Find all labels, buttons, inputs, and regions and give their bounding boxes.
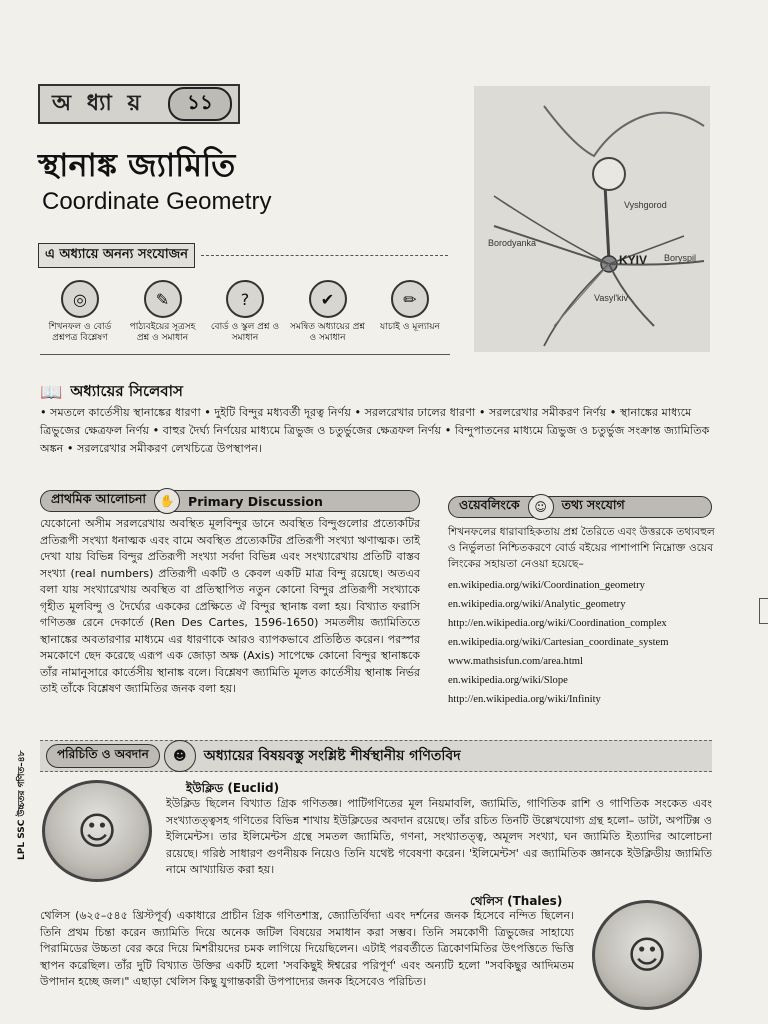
chapter-badge xyxy=(38,84,240,124)
handshake-icon: ✋ xyxy=(154,488,180,514)
primary-discussion-header xyxy=(40,490,420,512)
feature-item xyxy=(40,280,120,354)
euclid-name: ইউক্লিড (Euclid) xyxy=(186,781,280,795)
weblink-intro-text: শিখনফলের ধারাবাহিকতায় প্রশ্ন তৈরিতে এবং উত্তরকে তথ্যবহুল ও নির্ভুলতা নিশ্চিতকরণে বোর্ড বইয়ের পাশাপাশি নিম্নোক্ত ওয়েব লিংকের সহায়তা নেওয়া হয়েছে– xyxy=(448,526,715,570)
chapter-title-english: Coordinate Geometry xyxy=(42,188,272,215)
feature-text: বোর্ড ও স্কুল প্রশ্ন ও সমাধান xyxy=(210,322,280,343)
question-icon: ? xyxy=(226,280,264,318)
check-icon: ✔ xyxy=(309,280,347,318)
euclid-text: ইউক্লিড ছিলেন বিখ্যাত গ্রিক গণিতজ্ঞ। পাটিগণিতের মূল নিয়মাবলি, জ্যামিতি, গাণিতিক রাশি ও গাণিতিক সংকেত এবং সংখ্যাতত্ত্বসহ গণিতের বিভিন্ন শাখায় ইউক্লিডের অবদান রয়েছে। তাঁর রচিত তিনটি উল্লেখযোগ্য গ্রন্থ হলো– ডাটা, অপটিক্স ও ইলিমেন্টস। তার ইলিমেন্টস গ্রন্থে সমতল জ্যামিতি, গণনা, সংখ্যাতত্ত্ব, অমূলদ সংখ্যা, ঘন জ্যামিতি ইত্যাদির আলোচনা রয়েছে। গরিষ্ঠ সাধারণ গুণনীয়ক নিয়েও তিনি যথেষ্ট গবেষণা করেন। 'ইলিমেন্টস' এর জ্যামিতিক জ্ঞানকে ইউক্লিডীয় জ্যামিতি নামে আখ্যায়িত করা হয়। xyxy=(166,797,712,876)
map-label: Vasyl'kiv xyxy=(594,293,629,303)
features-label: এ অধ্যায়ে অনন্য সংযোজন xyxy=(38,243,195,268)
weblink-item: www.mathsisfun.com/area.html xyxy=(448,656,583,667)
weblink-item: http://en.wikipedia.org/wiki/Coordination_complex xyxy=(448,618,667,629)
primary-label-english: Primary Discussion xyxy=(188,493,323,509)
weblink-item: en.wikipedia.org/wiki/Slope xyxy=(448,675,568,686)
side-page-label: LPL SSC উচ্চতর গণিত–৪৮ xyxy=(17,750,27,860)
weblink-label-right: তথ্য সংযোগ xyxy=(561,497,625,512)
syllabus-heading-text: অধ্যায়ের সিলেবাস xyxy=(70,382,183,400)
chapter-title-bangla: স্থানাঙ্ক জ্যামিতি xyxy=(38,146,236,184)
mathematicians-header xyxy=(40,740,712,772)
weblink-list xyxy=(448,576,738,709)
primary-label-bangla: প্রাথমিক আলোচনা xyxy=(51,491,147,506)
features-header xyxy=(38,244,448,266)
map-label: Borodyanka xyxy=(488,238,537,248)
features-list xyxy=(40,280,450,355)
book-check-icon: ✎ xyxy=(144,280,182,318)
feature-text: যাচাই ও মূল্যায়ন xyxy=(380,322,440,332)
weblink-item: en.wikipedia.org/wiki/Analytic_geometry xyxy=(448,599,626,610)
euclid-portrait: ☺ xyxy=(42,780,152,882)
syllabus-text: • সমতলে কার্তেসীয় স্থানাঙ্কের ধারণা • দুইটি বিন্দুর মধ্যবর্তী দূরত্ব নির্ণয় • সরলরেখার ঢালের ধারণা • সরলরেখার সমীকরণ নির্ণয় • স্থানাঙ্কের মাধ্যমে ত্রিভুজের ক্ষেত্রফল নির্ণয় • বাহুর দৈর্ঘ্য নির্ণয়ের মাধ্যমে ত্রিভুজ ও চতুর্ভুজের ক্ষেত্রফল নির্ণয় • বিন্দুপাতনের মাধ্যমে ত্রিভুজ ও চতুর্ভুজ সংক্রান্ত জ্যামিতিক অঙ্কন • সরলরেখার সমীকরণ লেখচিত্রে উপস্থাপন। xyxy=(40,406,710,455)
feature-text: শিখনফল ও বোর্ড প্রশ্নপত্র বিশ্লেষণ xyxy=(48,322,112,343)
feature-text: পাঠ্যবইয়ের সূত্রসহ প্রশ্ন ও সমাধান xyxy=(129,322,196,343)
feature-item xyxy=(288,280,368,354)
weblink-item: en.wikipedia.org/wiki/Cartesian_coordinate_system xyxy=(448,637,669,648)
thales-portrait: ☺ xyxy=(592,900,702,1010)
mathematicians-label: পরিচিতি ও অবদান xyxy=(46,744,160,768)
primary-discussion-text: যেকোনো অসীম সরলরেখায় অবস্থিত মূলবিন্দুর ডানে অবস্থিত বিন্দুগুলোর প্রত্যেকটির প্রতিরূপী সংখ্যা ধনাত্মক এবং বামে অবস্থিত প্রত্যেকটির প্রতিরূপী সংখ্যা ঋণাত্মক। তাই দেখা যায় বিভিন্ন বিন্দুর প্রতিরূপী সংখ্যা সর্বদা বিভিন্ন এবং সংখ্যারেখায় প্রতিটি বাস্তব সংখ্যা (real numbers) প্রতিরূপী একটি ও কেবল একটি মাত্র বিন্দু রয়েছে। অতএব বলা যায় সংখ্যারেখায় অবস্থিত বা প্রতিস্থাপিত নতুন কোনো বিন্দুর প্রতিরূপী সংখ্যাকে গৃহীত মূলবিন্দু ও দৈর্ঘ্যের এককের প্রেক্ষিতে ঐ বিন্দুর স্থানাঙ্ক বলা হয়। বিখ্যাত ফরাসি গণিতজ্ঞ রেনে দেকার্তে (Ren Des Cartes, 1596-1650) সমতলীয় জ্যামিতিতে স্থানাঙ্কের অবতারণার মাধ্যমে এর ধারণাকে আরও ব্যাপকভাবে প্রতিষ্ঠিত করেন। পরস্পর সমকোণে ছেদ করেছে এরূপ এক জোড়া অক্ষ (Axis) সাপেক্ষে কোনো বিন্দুর স্থানাঙ্ককে তাঁর নামানুসারে কার্তেসীয় স্থানাঙ্ক বলে। বিশ্লেষণ জ্যামিতি মূলত কার্তেসীয় স্থানাঙ্ক নির্ভর তাই তাঁকে বিশ্লেষণ জ্যামিতির জনক বলা হয়। xyxy=(40,517,420,695)
kyiv-map-image xyxy=(474,86,710,352)
mathematicians-title: অধ্যায়ের বিষয়বস্তু সংশ্লিষ্ট শীর্ষস্থানীয় গণিতবিদ xyxy=(203,748,461,764)
weblink-header xyxy=(448,496,712,518)
thales-name: থেলিস (Thales) xyxy=(470,894,563,908)
map-label: Boryspil xyxy=(664,253,697,263)
edge-marker xyxy=(759,598,768,624)
person-icon: ☺ xyxy=(528,494,554,520)
pencil-icon: ✏ xyxy=(391,280,429,318)
feature-text: সমন্বিত অধ্যায়ের প্রশ্ন ও সমাধান xyxy=(289,322,366,343)
chapter-number: ১১ xyxy=(168,87,232,121)
map-label: KYIV xyxy=(619,253,648,267)
weblink-label-left: ওয়েবলিংকে xyxy=(459,497,520,512)
weblink-item: en.wikipedia.org/wiki/Coordination_geometry xyxy=(448,580,645,591)
target-icon: ◎ xyxy=(61,280,99,318)
feature-item xyxy=(370,280,450,354)
portrait-icon: ☻ xyxy=(164,740,196,772)
open-book-icon: 📖 xyxy=(40,382,63,403)
feature-item xyxy=(123,280,203,354)
syllabus-heading xyxy=(40,380,183,405)
thales-text: থেলিস (৬২৫–৫৪৫ খ্রিস্টপূর্ব) একাধারে প্রাচীন গ্রিক গণিতশাস্ত্র, জ্যোতির্বিদ্যা এবং দর্শনের জনক হিসেবে নন্দিত ছিলেন। তিনি প্রথম চিন্তা করেন জ্যামিতি দিয়ে অনেক জটিল বিষয়ের সমাধান করা সম্ভব। তিনি সমকোণী ত্রিভুজের সাহায্যে পিরামিডের উচ্চতা বের করে দিয়ে মিশরীয়দের চমক লাগিয়ে দিয়েছিলেন। এটাই পরবর্তীতে ত্রিকোণমিতির উৎপত্তিতে ভিত্তি স্থাপন করেছিল। তাঁর দুটি বিখ্যাত উক্তির একটি হলো 'সবকিছুই ঈশ্বরের পরিপূর্ণ' এবং অন্যটি হলো "সবকিছুর আদিমতম উপাদান হচ্ছে জল।" এছাড়া থেলিস কিছু যুগান্তকারী উপপাদ্যের জনক হিসেবেও পরিচিত। xyxy=(40,909,574,988)
weblink-item: http://en.wikipedia.org/wiki/Infinity xyxy=(448,694,601,705)
features-divider xyxy=(201,255,448,256)
map-label: Vyshgorod xyxy=(624,200,667,210)
chapter-word: অ ধ্যা য় xyxy=(52,90,145,116)
feature-item xyxy=(205,280,285,354)
